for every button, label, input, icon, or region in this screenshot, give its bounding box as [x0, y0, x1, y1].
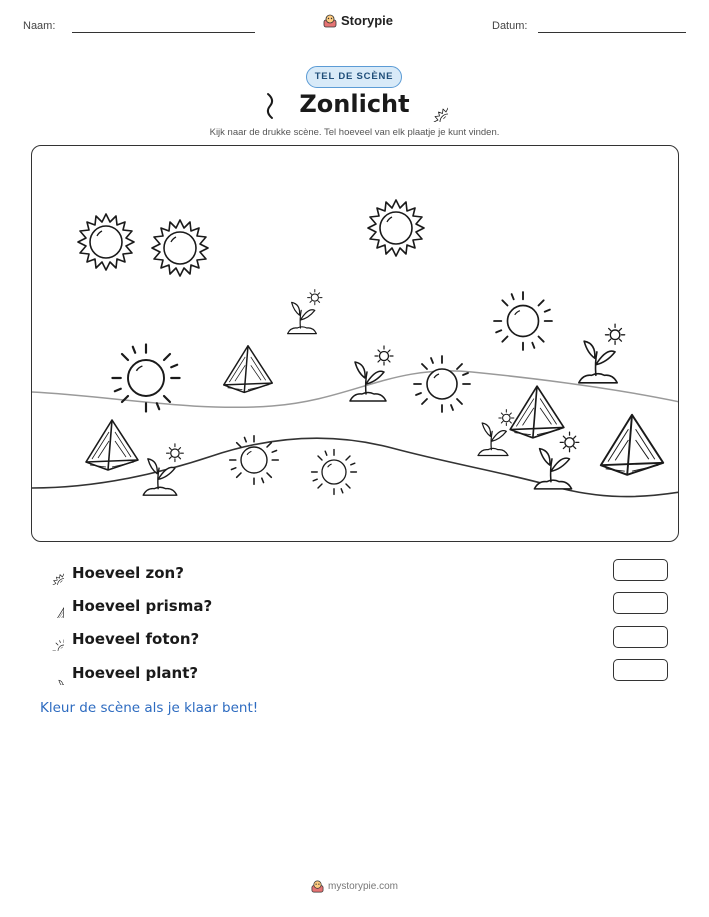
question-row-prism — [40, 593, 212, 619]
photon-icon — [40, 627, 64, 651]
scene-prism-icon — [601, 415, 663, 475]
scene-sun-icon — [152, 220, 208, 276]
sun-deco-icon — [418, 92, 448, 122]
scene-sun-icon — [368, 200, 424, 256]
name-label: Naam: — [23, 20, 56, 32]
scene-plant-icon — [534, 432, 578, 489]
scene-plant-icon — [478, 410, 514, 456]
scene-plant-icon — [579, 324, 625, 383]
question-text: Hoeveel prisma? — [72, 597, 213, 615]
scene-illustration — [32, 146, 679, 542]
name-line[interactable] — [72, 32, 255, 33]
site-footer — [0, 880, 709, 893]
scene-prism-icon — [510, 386, 564, 438]
brand — [323, 13, 393, 28]
question-row-plant — [40, 660, 198, 686]
brand-name: Storypie — [341, 13, 394, 28]
scene-frame — [31, 145, 679, 542]
sun-icon — [40, 561, 64, 585]
plant-icon — [40, 661, 64, 685]
site-url[interactable]: mystorypie.com — [327, 881, 398, 892]
scene-plant-icon — [143, 444, 183, 495]
scene-photon-icon — [230, 436, 279, 485]
question-row-sun — [40, 560, 184, 586]
scene-badge: TEL DE SCÈNE — [306, 66, 402, 88]
prism-icon — [40, 594, 64, 618]
storypie-logo-icon — [311, 880, 324, 893]
question-text: Hoeveel plant? — [72, 664, 199, 682]
question-row-photon — [40, 626, 199, 652]
question-text: Hoeveel zon? — [72, 564, 184, 582]
page-title: Zonlicht — [299, 90, 410, 118]
question-text: Hoeveel foton? — [72, 630, 200, 648]
answer-box-photon[interactable] — [613, 626, 668, 648]
answer-box-plant[interactable] — [613, 659, 668, 681]
scene-prism-icon — [86, 420, 138, 470]
scene-plant-icon — [288, 290, 322, 334]
scene-prism-icon — [224, 346, 273, 393]
storypie-logo-icon — [323, 14, 337, 28]
scene-plant-icon — [350, 346, 393, 401]
scene-photon-icon — [494, 292, 552, 350]
scene-sun-icon — [78, 214, 134, 270]
scene-photon-icon — [312, 450, 357, 495]
answer-box-prism[interactable] — [613, 592, 668, 614]
color-instruction: Kleur de scène als je klaar bent! — [40, 700, 259, 716]
answer-box-sun[interactable] — [613, 559, 668, 581]
scene-photon-icon — [414, 356, 470, 412]
instructions: Kijk naar de drukke scène. Tel hoeveel van elk plaatje je kunt vinden. — [209, 127, 500, 138]
date-label: Datum: — [492, 20, 528, 32]
date-line[interactable] — [538, 32, 686, 33]
